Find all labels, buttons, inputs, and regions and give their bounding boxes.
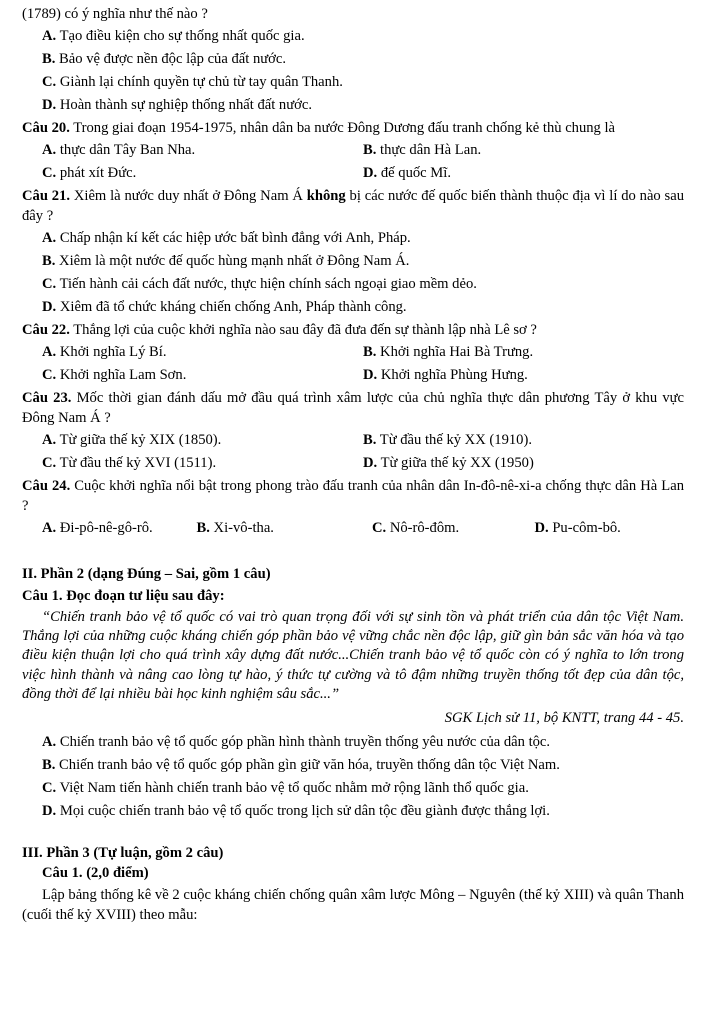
- option-text: Từ đầu thế kỷ XX (1910).: [376, 432, 532, 448]
- quote-source: SGK Lịch sử 11, bộ KNTT, trang 44 - 45.: [444, 710, 684, 727]
- question-label: Câu 24.: [22, 478, 71, 494]
- q23-option-a: [42, 430, 363, 450]
- option-text: phát xít Đức.: [56, 165, 137, 181]
- q20-options-row-1: [22, 140, 684, 160]
- q22-options-row-1: [22, 342, 684, 362]
- option-key: C.: [42, 74, 57, 90]
- q22-option-b: [363, 342, 684, 362]
- q20-option-a: [42, 140, 363, 160]
- question-19-tail: (1789) có ý nghĩa như thế nào ?: [22, 6, 208, 22]
- option-text: Tạo điều kiện cho sự thống nhất quốc gia.: [56, 28, 305, 44]
- option-key: B.: [42, 51, 56, 67]
- option-key: A.: [42, 28, 57, 44]
- q20-option-d: [363, 163, 684, 183]
- question-20: [22, 118, 684, 138]
- option-key: A.: [42, 142, 57, 158]
- option-text: Khởi nghĩa Hai Bà Trưng.: [376, 344, 534, 360]
- question-21: [22, 186, 684, 226]
- source-quote: “Chiến tranh bảo vệ tổ quốc có vai trò quan trọng đối với sự sinh tồn và phát triển của dân tộc Việt Nam. Thắng lợi của những cuộc kháng chiến góp phần bảo vệ vững chắc nền độc lập, giữ gìn bản sắc văn hóa và tạo điều kiện thuận lợi cho quá trình xây dựng đất nước...Chiến tranh bảo vệ tổ quốc còn có ý nghĩa to lớn trong việc hình thành và nâng cao lòng tự hào, ý thức tự cường và tô đậm những truyền thống tốt đẹp của dân tộc, đồng thời để lại nhiều bài học kinh nghiệm sâu sắc...”: [22, 609, 684, 702]
- option-key: C.: [42, 165, 57, 181]
- option-text: Xiêm đã tổ chức kháng chiến chống Anh, Pháp thành công.: [56, 299, 407, 315]
- option-key: B.: [42, 757, 56, 774]
- option-text: thực dân Tây Ban Nha.: [56, 142, 196, 158]
- option-text: Khởi nghĩa Lý Bí.: [56, 344, 167, 360]
- question-22: [22, 320, 684, 340]
- option-key: D.: [363, 367, 378, 383]
- option-key: A.: [42, 432, 57, 448]
- q21-option-b: [22, 251, 684, 271]
- option-text: Giành lại chính quyền tự chủ từ tay quân Thanh.: [56, 74, 343, 90]
- q21-option-a: [22, 228, 684, 248]
- question-label: Câu 22.: [22, 322, 70, 338]
- option-key: D.: [42, 299, 57, 315]
- option-text: thực dân Hà Lan.: [376, 142, 482, 158]
- q21-option-c: [22, 274, 684, 294]
- part-3-question-1-label: Câu 1. (2,0 điểm): [42, 865, 149, 882]
- option-key: C.: [42, 276, 57, 292]
- option-key: C.: [42, 780, 57, 797]
- q22-option-d: [363, 365, 684, 385]
- statement-a: [22, 732, 684, 752]
- option-text: Xiêm là một nước đế quốc hùng mạnh nhất ở Đông Nam Á.: [55, 253, 410, 269]
- q19-option-c: [22, 72, 684, 92]
- option-text: Từ đầu thế kỷ XVI (1511).: [56, 455, 217, 471]
- q20-options-row-2: [22, 163, 684, 183]
- q23-options-row-1: [22, 430, 684, 450]
- option-key: D.: [42, 803, 57, 820]
- q23-option-b: [363, 430, 684, 450]
- question-text: Trong giai đoạn 1954-1975, nhân dân ba nước Đông Dương đấu tranh chống kẻ thù chung là: [69, 120, 616, 136]
- option-text: Đi-pô-nê-gô-rô.: [56, 520, 153, 536]
- option-key: A.: [42, 344, 57, 360]
- option-key: B.: [42, 253, 56, 269]
- statement-b: [22, 755, 684, 775]
- question-text: bị các nước đế quốc biến thành thuộc địa vì lí do nào sau đây ?: [22, 188, 684, 224]
- option-text: Từ giữa thế kỷ XX (1950): [377, 455, 534, 471]
- option-text: Pu-côm-bô.: [548, 520, 621, 536]
- statement-c: [22, 778, 684, 798]
- option-text: Khởi nghĩa Phùng Hưng.: [377, 367, 528, 383]
- part-2-question-1-label: Câu 1. Đọc đoạn tư liệu sau đây:: [22, 588, 225, 604]
- option-text: Hoàn thành sự nghiệp thống nhất đất nước.: [56, 97, 312, 113]
- option-text: Tiến hành cải cách đất nước, thực hiện chính sách ngoại giao mềm dẻo.: [56, 276, 477, 292]
- q24-option-b: [197, 518, 372, 538]
- option-text: Bảo vệ được nền độc lập của đất nước.: [55, 51, 287, 67]
- q20-option-b: [363, 140, 684, 160]
- q22-option-a: [42, 342, 363, 362]
- option-key: D.: [363, 165, 378, 181]
- option-text: Chấp nhận kí kết các hiệp ước bất bình đẳng với Anh, Pháp.: [56, 230, 411, 246]
- option-key: B.: [363, 142, 377, 158]
- part-3-heading: III. Phần 3 (Tự luận, gồm 2 câu): [22, 845, 224, 862]
- question-text: Cuộc khởi nghĩa nổi bật trong phong trào đấu tranh của nhân dân In-đô-nê-xi-a chống thực dân Hà Lan ?: [22, 478, 684, 514]
- q24-options-row: [22, 518, 684, 538]
- option-key: A.: [42, 520, 57, 536]
- option-text: Mọi cuộc chiến tranh bảo vệ tổ quốc trong lịch sử dân tộc đều giành được thắng lợi.: [56, 803, 550, 820]
- option-key: B.: [196, 520, 210, 536]
- q24-option-c: [372, 518, 535, 538]
- question-text: Xiêm là nước duy nhất ở Đông Nam Á: [70, 188, 307, 204]
- option-key: B.: [363, 344, 377, 360]
- question-23: [22, 388, 684, 428]
- q22-options-row-2: [22, 365, 684, 385]
- q23-option-d: [363, 453, 684, 473]
- option-key: D.: [363, 455, 378, 471]
- option-text: Xi-vô-tha.: [209, 520, 274, 536]
- option-text: đế quốc Mĩ.: [377, 165, 451, 181]
- option-text: Việt Nam tiến hành chiến tranh bảo vệ tổ quốc nhằm mở rộng lãnh thổ quốc gia.: [56, 780, 529, 797]
- question-label: Câu 23.: [22, 390, 72, 406]
- question-text: Thắng lợi của cuộc khởi nghĩa nào sau đây đã đưa đến sự thành lập nhà Lê sơ ?: [69, 322, 537, 338]
- q24-option-a: [42, 518, 197, 538]
- emphasis-text: không: [306, 188, 346, 204]
- q23-options-row-2: [22, 453, 684, 473]
- option-text: Chiến tranh bảo vệ tổ quốc góp phần hình thành truyền thống yêu nước của dân tộc.: [56, 734, 551, 751]
- q22-option-c: [42, 365, 363, 385]
- q20-option-c: [42, 163, 363, 183]
- question-label: Câu 20.: [22, 120, 70, 136]
- option-key: D.: [534, 520, 549, 536]
- option-key: B.: [363, 432, 377, 448]
- question-text: Mốc thời gian đánh dấu mở đầu quá trình xâm lược của chủ nghĩa thực dân phương Tây ở khu vực Đông Nam Á ?: [22, 390, 685, 426]
- option-key: C.: [42, 455, 57, 471]
- q19-option-d: [22, 95, 684, 115]
- option-key: C.: [42, 367, 57, 383]
- option-text: Chiến tranh bảo vệ tổ quốc góp phần gìn giữ văn hóa, truyền thống dân tộc Việt Nam.: [55, 757, 560, 774]
- part-3-question-1-text: Lập bảng thống kê về 2 cuộc kháng chiến chống quân xâm lược Mông – Nguyên (thế kỷ XIII) và quân Thanh (cuối thế kỷ XVIII) theo mẫu:: [22, 887, 684, 924]
- part-2-heading: II. Phần 2 (dạng Đúng – Sai, gồm 1 câu): [22, 566, 271, 582]
- q21-option-d: [22, 297, 684, 317]
- q23-option-c: [42, 453, 363, 473]
- q19-option-b: [22, 49, 684, 69]
- option-key: A.: [42, 230, 57, 246]
- q19-option-a: [22, 26, 684, 46]
- option-text: Nô-rô-đôm.: [386, 520, 460, 536]
- statement-d: [22, 801, 684, 821]
- option-text: Từ giữa thế kỷ XIX (1850).: [56, 432, 222, 448]
- question-label: Câu 21.: [22, 188, 71, 204]
- option-key: D.: [42, 97, 57, 113]
- option-key: C.: [371, 520, 387, 536]
- option-key: A.: [42, 734, 57, 751]
- question-24: [22, 476, 684, 516]
- option-text: Khởi nghĩa Lam Sơn.: [56, 367, 187, 383]
- q24-option-d: [534, 518, 684, 538]
